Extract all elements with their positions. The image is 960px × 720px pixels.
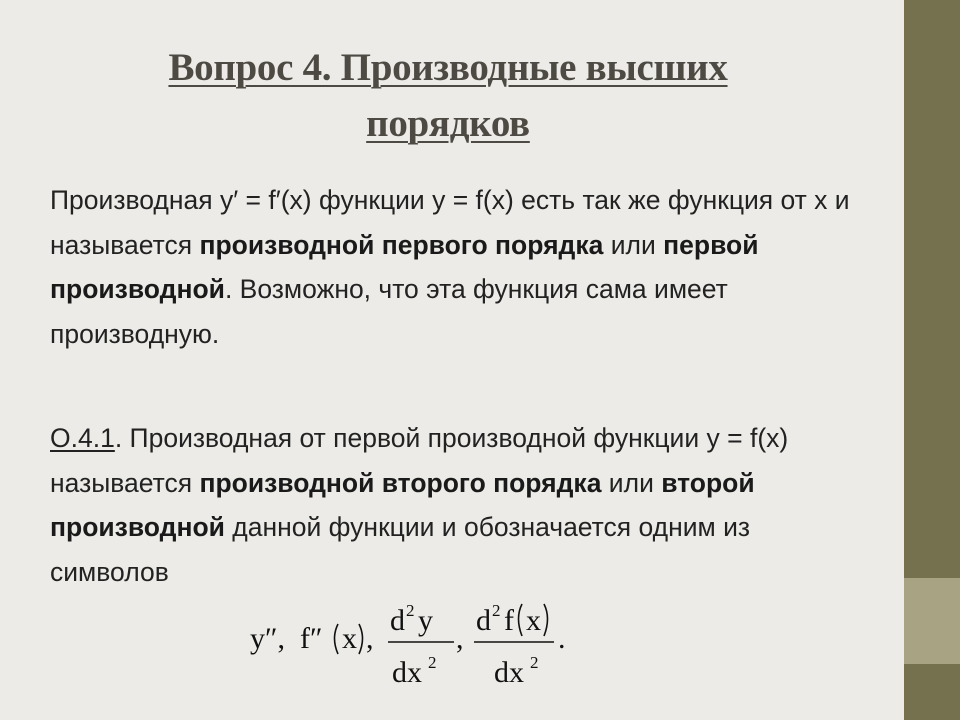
frac2-num-x: x [526,604,541,637]
frac1-den-exp: 2 [428,653,437,672]
title-line-2: порядков [366,102,530,145]
formula-paren-left-2 [519,604,523,636]
formula-f-double-prime: f″ [300,622,323,655]
p2-text-3: данной функции и обозначается одним из символов [50,512,751,587]
second-derivative-notation-formula [248,596,608,696]
paragraph-first-derivative [50,178,860,356]
side-band-accent [904,578,960,664]
frac1-num-d: d [390,604,405,637]
frac2-num-d: d [476,604,491,637]
p1-bold-1: производной первого порядка [199,229,604,260]
p1-text-3: . Возможно, что эта функция сама имеет производную. [50,274,728,349]
frac1-num-var: y [418,604,433,637]
formula-comma-1: , [366,622,374,655]
formula-comma-2: , [456,622,464,655]
frac2-num-f: f [504,604,514,637]
p2-bold-1: производной второго порядка [199,467,602,498]
title-line-1: Вопрос 4. Производные высших [168,46,728,89]
formula-paren-right-1 [359,624,363,654]
slide-title [60,40,836,152]
p2-text-1: . Производная от первой производной функции y = f(x) называется [50,423,789,498]
definition-ref: О.4.1 [50,423,115,453]
p2-bold-2: второй производной [50,467,755,542]
p1-text-1: Производная y′ = f′(x) функции y = f(x) есть так же функция от x и называется [50,185,850,260]
frac2-den-exp: 2 [530,653,539,672]
formula-y-double-prime: y″, [250,622,285,655]
formula-paren-left-1 [335,624,339,654]
formula-x-arg: x [342,622,357,655]
frac2-den: dx [494,656,524,689]
frac2-num-exp: 2 [492,601,501,620]
p2-text-2: или [601,467,662,498]
paragraph-definition-4-1 [50,416,860,594]
formula-paren-right-2 [544,604,548,636]
formula-period: . [558,622,566,655]
frac1-num-exp: 2 [406,601,415,620]
p1-text-2: или [603,229,664,260]
frac1-den: dx [392,656,422,689]
p1-bold-2: первой производной [50,229,759,304]
